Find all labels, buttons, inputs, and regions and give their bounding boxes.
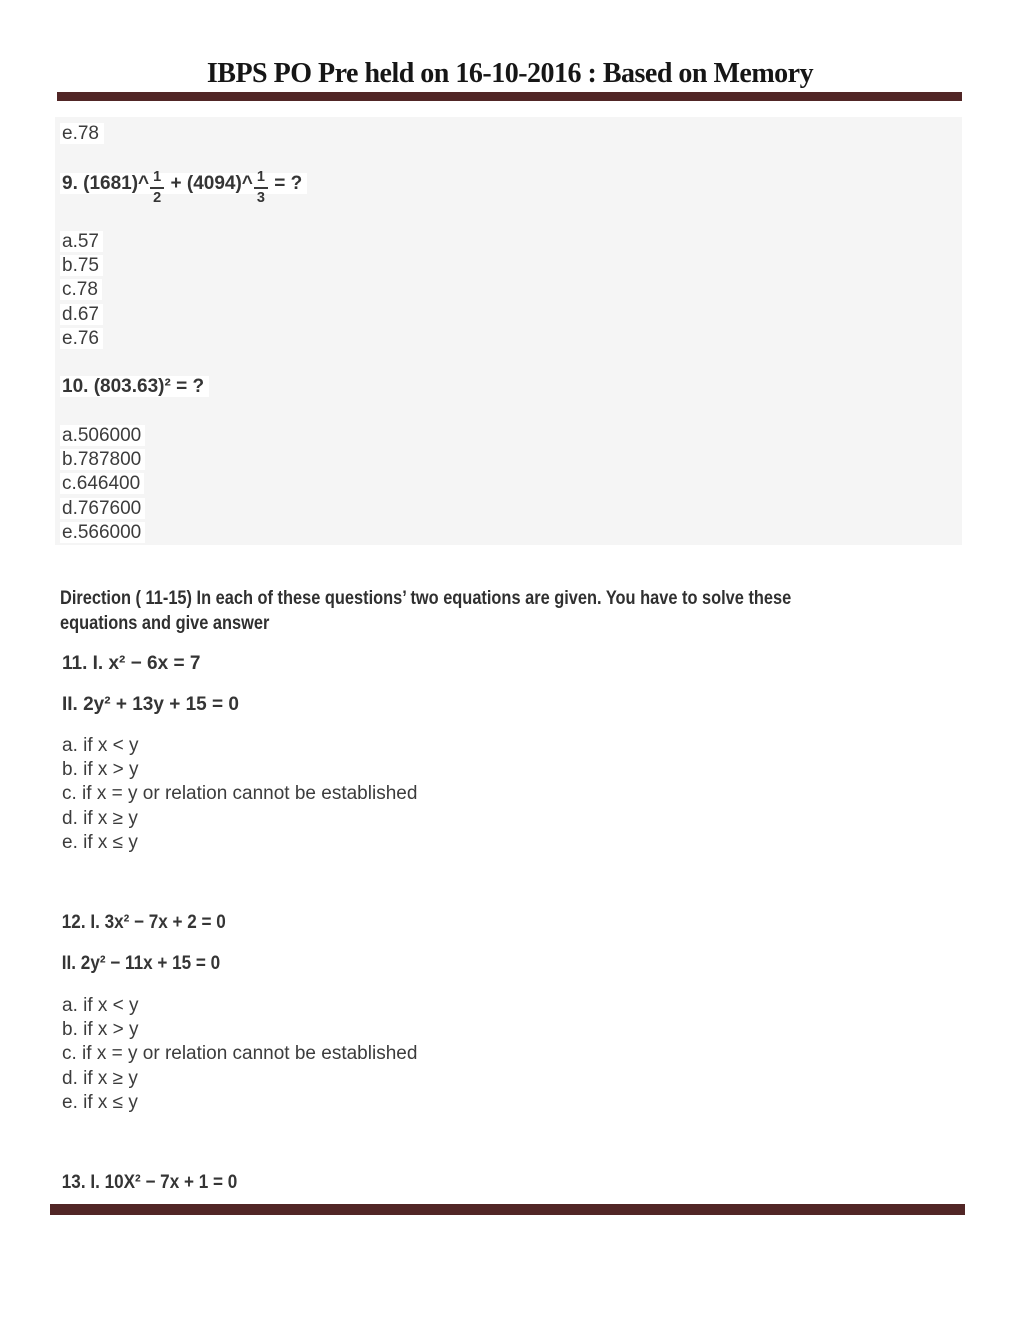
option-line: c.646400 xyxy=(60,472,145,496)
option-line: a.506000 xyxy=(60,424,145,448)
option-line: e. if x ≤ y xyxy=(60,831,421,855)
option-line: e.566000 xyxy=(60,521,145,545)
option-line: c.78 xyxy=(60,278,103,302)
option-line: a. if x < y xyxy=(60,734,421,758)
option-line: b. if x > y xyxy=(60,758,421,782)
question-10-options xyxy=(60,424,145,545)
question-10-text: 10. (803.63)² = ? xyxy=(60,375,209,399)
question-12-options xyxy=(60,994,421,1115)
question-11-equation-2: II. 2y² + 13y + 15 = 0 xyxy=(60,693,244,717)
question-12-equation-2: II. 2y² − 11x + 15 = 0 xyxy=(60,952,225,976)
question-9-text xyxy=(60,170,307,205)
q9-prefix: 9. (1681)^ xyxy=(62,172,150,194)
option-line: b.75 xyxy=(60,254,103,278)
question-13-equation-1: 13. I. 10X² − 7x + 1 = 0 xyxy=(60,1171,242,1195)
option-line: a.57 xyxy=(60,230,103,254)
q9-suffix: = ? xyxy=(268,172,303,194)
fraction-one-third: $\frac{1}{3}$ xyxy=(254,170,268,205)
q9-mid: + (4094)^ xyxy=(165,172,253,194)
option-line: d. if x ≥ y xyxy=(60,807,421,831)
question-11-equation-1: 11. I. x² − 6x = 7 xyxy=(60,652,205,676)
option-line: e.76 xyxy=(60,327,103,351)
option-line: c. if x = y or relation cannot be established xyxy=(60,782,421,806)
option-line: b. if x > y xyxy=(60,1018,421,1042)
option-line: c. if x = y or relation cannot be established xyxy=(60,1042,421,1066)
option-line: b.787800 xyxy=(60,448,145,472)
option-line: d.67 xyxy=(60,303,103,327)
question-9-options xyxy=(60,230,103,351)
fraction-one-half: $\frac{1}{2}$ xyxy=(150,170,164,205)
footer-divider-bar xyxy=(50,1204,965,1215)
page-title: IBPS PO Pre held on 16-10-2016 : Based on Memory xyxy=(206,58,814,89)
direction-text-line2: equations and give answer xyxy=(60,612,270,634)
option-line: e.78 xyxy=(60,122,104,146)
header-divider-bar xyxy=(57,92,962,101)
direction-text-line1: Direction ( 11-15) In each of these questions’ two equations are given. You have to solve these xyxy=(60,587,792,609)
question-12-equation-1: 12. I. 3x² − 7x + 2 = 0 xyxy=(60,911,230,935)
option-line: e. if x ≤ y xyxy=(60,1091,421,1115)
option-line: d. if x ≥ y xyxy=(60,1067,421,1091)
question-11-options xyxy=(60,734,421,855)
option-line: a. if x < y xyxy=(60,994,421,1018)
option-line: d.767600 xyxy=(60,497,145,521)
